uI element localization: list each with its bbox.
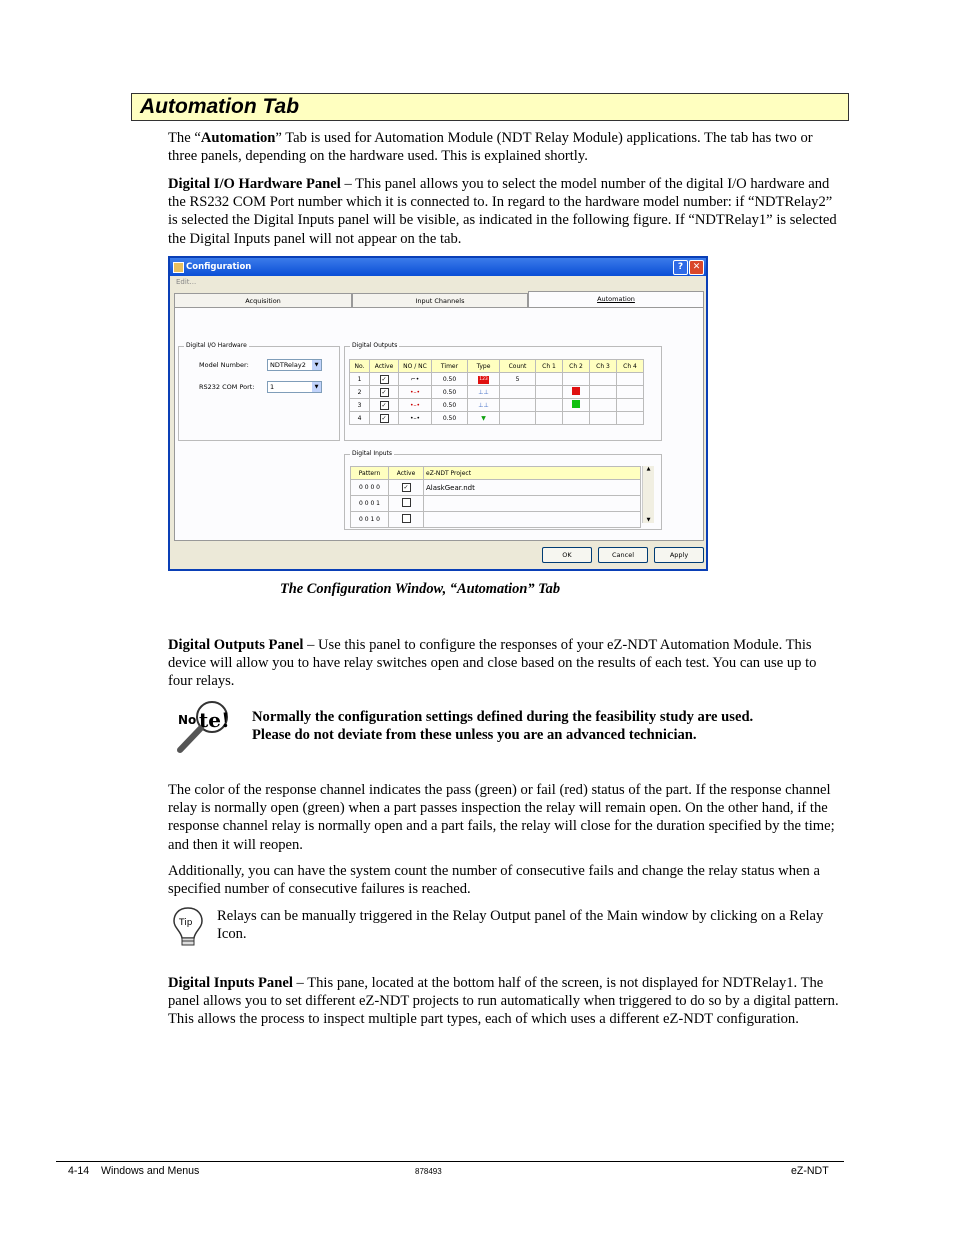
footer-right: eZ-NDT (791, 1165, 829, 1177)
window-icon (173, 262, 184, 273)
project-cell[interactable]: AlaskGear.ndt (424, 480, 641, 496)
section-heading: Automation Tab (140, 95, 300, 118)
hardware-paragraph: Digital I/O Hardware Panel – This panel allows you to select the model number of the digital I/O hardware and the RS232 COM Port number which it is connected to. In regard to the hardware model number: if “NDTRelay2” is selected the Digital Inputs panel will be visible, as indicated in the following figure. If “NDTRelay1” is selected the Digital Inputs panel will not appear on the tab. (168, 176, 837, 247)
timer-value[interactable]: 0.50 (432, 412, 468, 425)
count-value[interactable] (500, 386, 536, 399)
pass-status-icon (572, 400, 580, 408)
model-number-select[interactable]: NDTRelay2 ▼ (267, 359, 322, 371)
project-cell[interactable] (424, 496, 641, 512)
group-label: Digital Inputs (352, 450, 393, 457)
column-header: NO / NC (399, 360, 432, 373)
timer-value[interactable]: 0.50 (432, 399, 468, 412)
intro-paragraph: The “Automation” Tab is used for Automation Module (NDT Relay Module) applications. The tab has two or three panels, depending on the hardware used. This is explained shortly. (168, 130, 813, 165)
column-header: Ch 2 (563, 360, 590, 373)
inputs-table (350, 466, 641, 528)
footer-rule (56, 1161, 844, 1162)
chevron-up-icon[interactable]: ▲ (646, 466, 651, 472)
no-nc-switch-icon[interactable]: ⌐• (399, 373, 432, 386)
column-header: Pattern (351, 467, 389, 480)
digital-io-hardware-group (178, 342, 340, 441)
active-checkbox[interactable]: ✓ (381, 388, 387, 396)
no-nc-switch-icon[interactable]: •–• (399, 399, 432, 412)
title-bar (170, 258, 706, 276)
active-checkbox[interactable]: ✓ (403, 484, 409, 491)
outputs-table (349, 359, 644, 425)
row-number: 4 (350, 412, 370, 425)
tab-acquisition[interactable]: Acquisition (174, 293, 352, 307)
no-nc-switch-icon[interactable]: •–• (399, 412, 432, 425)
pattern-cell: 0 0 0 1 (351, 496, 389, 512)
chevron-down-icon: ▼ (312, 360, 321, 370)
digital-outputs-group (344, 342, 662, 441)
column-header: Active (370, 360, 399, 373)
chevron-down-icon: ▼ (312, 382, 321, 392)
svg-text:Tip: Tip (179, 918, 193, 928)
count-value[interactable] (500, 412, 536, 425)
row-number: 3 (350, 399, 370, 412)
table-row[interactable] (350, 386, 644, 399)
chevron-down-icon[interactable]: ▼ (646, 517, 651, 523)
count-value[interactable]: 5 (500, 373, 536, 386)
active-checkbox[interactable] (402, 514, 411, 523)
pattern-cell: 0 0 0 0 (351, 480, 389, 496)
column-header: Active (389, 467, 424, 480)
ok-button[interactable]: OK (542, 547, 592, 563)
active-checkbox[interactable]: ✓ (381, 401, 387, 409)
svg-text:te!: te! (199, 708, 230, 732)
note-text: Normally the configuration settings defined during the feasibility study are used. Please do not deviate from these unless you are an advanced technician. (252, 709, 754, 744)
column-header: Type (468, 360, 500, 373)
close-button[interactable]: ✕ (689, 260, 704, 275)
footer-center: 878493 (415, 1167, 442, 1176)
apply-button[interactable]: Apply (654, 547, 704, 563)
menu-edit[interactable]: Edit... (176, 278, 197, 286)
table-row[interactable] (350, 373, 644, 386)
column-header: Ch 3 (590, 360, 617, 373)
column-header: No. (350, 360, 370, 373)
cancel-button[interactable]: Cancel (598, 547, 648, 563)
svg-text:No: No (178, 713, 197, 727)
no-nc-switch-icon[interactable]: •–• (399, 386, 432, 399)
row-number: 1 (350, 373, 370, 386)
group-label: Digital Outputs (352, 342, 398, 349)
tab-input-channels[interactable]: Input Channels (352, 293, 528, 307)
group-label: Digital I/O Hardware (186, 342, 247, 349)
vertical-scrollbar[interactable] (642, 466, 654, 523)
pulse-type-icon[interactable]: ⊥⊥ (468, 386, 500, 399)
footer-left: 4-14 Windows and Menus (68, 1165, 200, 1177)
section-heading-box (131, 93, 849, 121)
pulse-type-icon[interactable]: ⊥⊥ (468, 399, 500, 412)
com-port-select[interactable]: 1 ▼ (267, 381, 322, 393)
column-header: Ch 1 (536, 360, 563, 373)
automation-panel (174, 307, 704, 541)
count-paragraph: Additionally, you can have the system count the number of consecutive fails and change the relay status when a specified number of consecutive failures is reached. (168, 863, 820, 898)
pattern-cell: 0 0 1 0 (351, 512, 389, 528)
tab-automation[interactable]: Automation (528, 291, 704, 307)
column-header: Timer (432, 360, 468, 373)
digital-inputs-group (344, 450, 662, 530)
figure-caption: The Configuration Window, “Automation” Tab (280, 581, 561, 597)
note-icon (172, 700, 238, 756)
timer-value[interactable]: 0.50 (432, 373, 468, 386)
table-row[interactable] (351, 512, 641, 528)
counter-type-icon[interactable]: 123 (479, 376, 488, 382)
tip-icon (172, 906, 204, 948)
active-checkbox[interactable]: ✓ (381, 375, 387, 383)
project-cell[interactable] (424, 512, 641, 528)
window-title: Configuration (186, 262, 252, 272)
table-row[interactable] (351, 496, 641, 512)
table-row[interactable] (350, 412, 644, 425)
color-paragraph: The color of the response channel indicates the pass (green) or fail (red) status of the part. If the response channel relay is normally open (green) when a part passes inspection the relay will remain open. On the other hand, if the response channel relay is normally open and a part fails, the relay will close for the duration specified by the time; and then it will reopen. (168, 782, 835, 853)
down-arrow-type-icon[interactable]: ▼ (468, 412, 500, 425)
help-button[interactable]: ? (673, 260, 688, 275)
active-checkbox[interactable] (402, 498, 411, 507)
row-number: 2 (350, 386, 370, 399)
configuration-window (168, 256, 708, 571)
timer-value[interactable]: 0.50 (432, 386, 468, 399)
table-row[interactable] (351, 480, 641, 496)
fail-status-icon (572, 387, 580, 395)
column-header: Ch 4 (617, 360, 644, 373)
model-number-label: Model Number: (199, 361, 249, 369)
column-header: eZ-NDT Project (424, 467, 641, 480)
com-port-label: RS232 COM Port: (199, 383, 255, 391)
table-row[interactable] (350, 399, 644, 412)
tip-text: Relays can be manually triggered in the Relay Output panel of the Main window by clicking on a Relay Icon. (217, 908, 824, 943)
inputs-paragraph: Digital Inputs Panel – This pane, located at the bottom half of the screen, is not displayed for NDTRelay1. The panel allows you to set different eZ-NDT projects to run automatically when triggered to do so by a digital pattern. This allows the process to inspect multiple part types, each of which uses a different eZ-NDT configuration. (168, 975, 839, 1028)
active-checkbox[interactable]: ✓ (381, 414, 387, 422)
column-header: Count (500, 360, 536, 373)
count-value[interactable] (500, 399, 536, 412)
outputs-paragraph: Digital Outputs Panel – Use this panel to configure the responses of your eZ-NDT Automation Module. This device will allow you to have relay switches open and close based on the results of each test. You can use up to four relays. (168, 637, 817, 690)
